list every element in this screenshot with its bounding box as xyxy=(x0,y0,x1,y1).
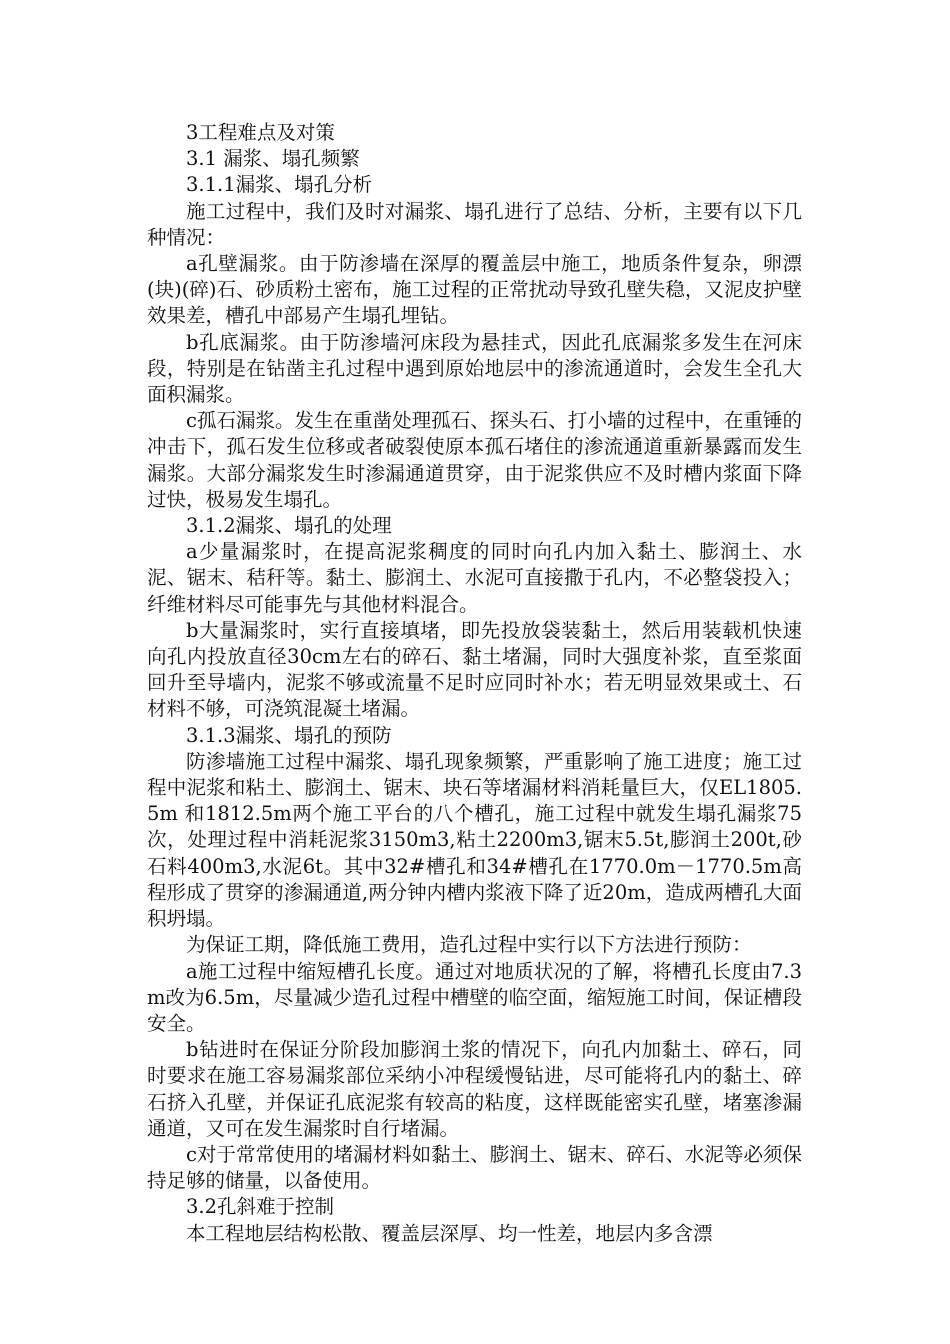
body-paragraph: b钻进时在保证分阶段加膨润土浆的情况下，向孔内加黏土、碎石，同时要求在施工容易漏浆部位采纳小冲程缓慢钻进，尽可能将孔内的黏土、碎石挤入孔壁，并保证孔底泥浆有较高的粘度，这样既能密实孔壁，堵塞渗漏通道，又可在发生漏浆时自行堵漏。 xyxy=(147,1038,802,1140)
document-body xyxy=(147,120,802,1247)
body-paragraph: b大量漏浆时，实行直接填堵，即先投放袋装黏土，然后用装载机快速向孔内投放直径30cm左右的碎石、黏土堵漏，同时大强度补浆，直至浆面回升至导墙内，泥浆不够或流量不足时应同时补水；若无明显效果或土、石材料不够，可浇筑混凝土堵漏。 xyxy=(147,618,802,721)
body-paragraph: a孔壁漏浆。由于防渗墙在深厚的覆盖层中施工，地质条件复杂，卵漂(块)(碎)石、砂质粉土密布，施工过程的正常扰动导致孔壁失稳，又泥皮护壁效果差，槽孔中部易产生塌孔埋钻。 xyxy=(147,252,802,328)
subsection-heading: 3.1 漏浆、塌孔频繁 xyxy=(186,147,360,171)
section-heading: 3工程难点及对策 xyxy=(186,121,335,144)
body-paragraph: 防渗墙施工过程中漏浆、塌孔现象频繁，严重影响了施工进度；施工过程中泥浆和粘土、膨润土、锯末、块石等堵漏材料消耗量巨大，仅EL1805.5m 和1812.5m两个施工平台的八个槽孔，施工过程中就发生塌孔漏浆75次，处理过程中消耗泥浆3150m3,粘土2200m3,锯末5.5t,膨润土200t,砂石料400m3,水泥6t。其中32#槽孔和34#槽孔在1770.0m－1770.5m高程形成了贯穿的渗漏通道,两分钟内槽内浆液下降了近20m，造成两槽孔大面积坍塌。 xyxy=(147,749,802,931)
subsection-heading: 3.1.1漏浆、塌孔分析 xyxy=(186,173,373,197)
body-paragraph: c对于常常使用的堵漏材料如黏土、膨润土、锯末、碎石、水泥等必须保持足够的储量，以备使用。 xyxy=(147,1142,802,1193)
body-paragraph: b孔底漏浆。由于防渗墙河床段为悬挂式，因此孔底漏浆多发生在河床段，特别是在钻凿主孔过程中遇到原始地层中的渗流通道时，会发生全孔大面积漏浆。 xyxy=(147,330,802,407)
body-paragraph: 本工程地层结构松散、覆盖层深厚、均一性差，地层内多含漂 xyxy=(186,1221,713,1245)
body-paragraph: 为保证工期，降低施工费用，造孔过程中实行以下方法进行预防： xyxy=(186,933,752,957)
body-paragraph: a少量漏浆时，在提高泥浆稠度的同时向孔内加入黏土、膨润土、水泥、锯末、秸秆等。黏土、膨润土、水泥可直接撒于孔内，不必整袋投入；纤维材料尽可能事先与其他材料混合。 xyxy=(147,540,802,616)
body-paragraph: 施工过程中，我们及时对漏浆、塌孔进行了总结、分析，主要有以下几种情况： xyxy=(147,199,802,249)
subsection-heading: 3.2孔斜难于控制 xyxy=(186,1195,335,1219)
body-paragraph: a施工过程中缩短槽孔长度。通过对地质状况的了解，将槽孔长度由7.3m改为6.5m，尽量减少造孔过程中槽壁的临空面，缩短施工时间，保证槽段安全。 xyxy=(147,959,802,1035)
subsection-heading: 3.1.3漏浆、塌孔的预防 xyxy=(186,723,392,747)
subsection-heading: 3.1.2漏浆、塌孔的处理 xyxy=(186,514,392,538)
body-paragraph: c孤石漏浆。发生在重凿处理孤石、探头石、打小墙的过程中，在重锤的冲击下，孤石发生位移或者破裂使原本孤石堵住的渗流通道重新暴露而发生漏浆。大部分漏浆发生时渗漏通道贯穿，由于泥浆供应不及时槽内浆面下降过快，极易发生塌孔。 xyxy=(147,409,802,511)
